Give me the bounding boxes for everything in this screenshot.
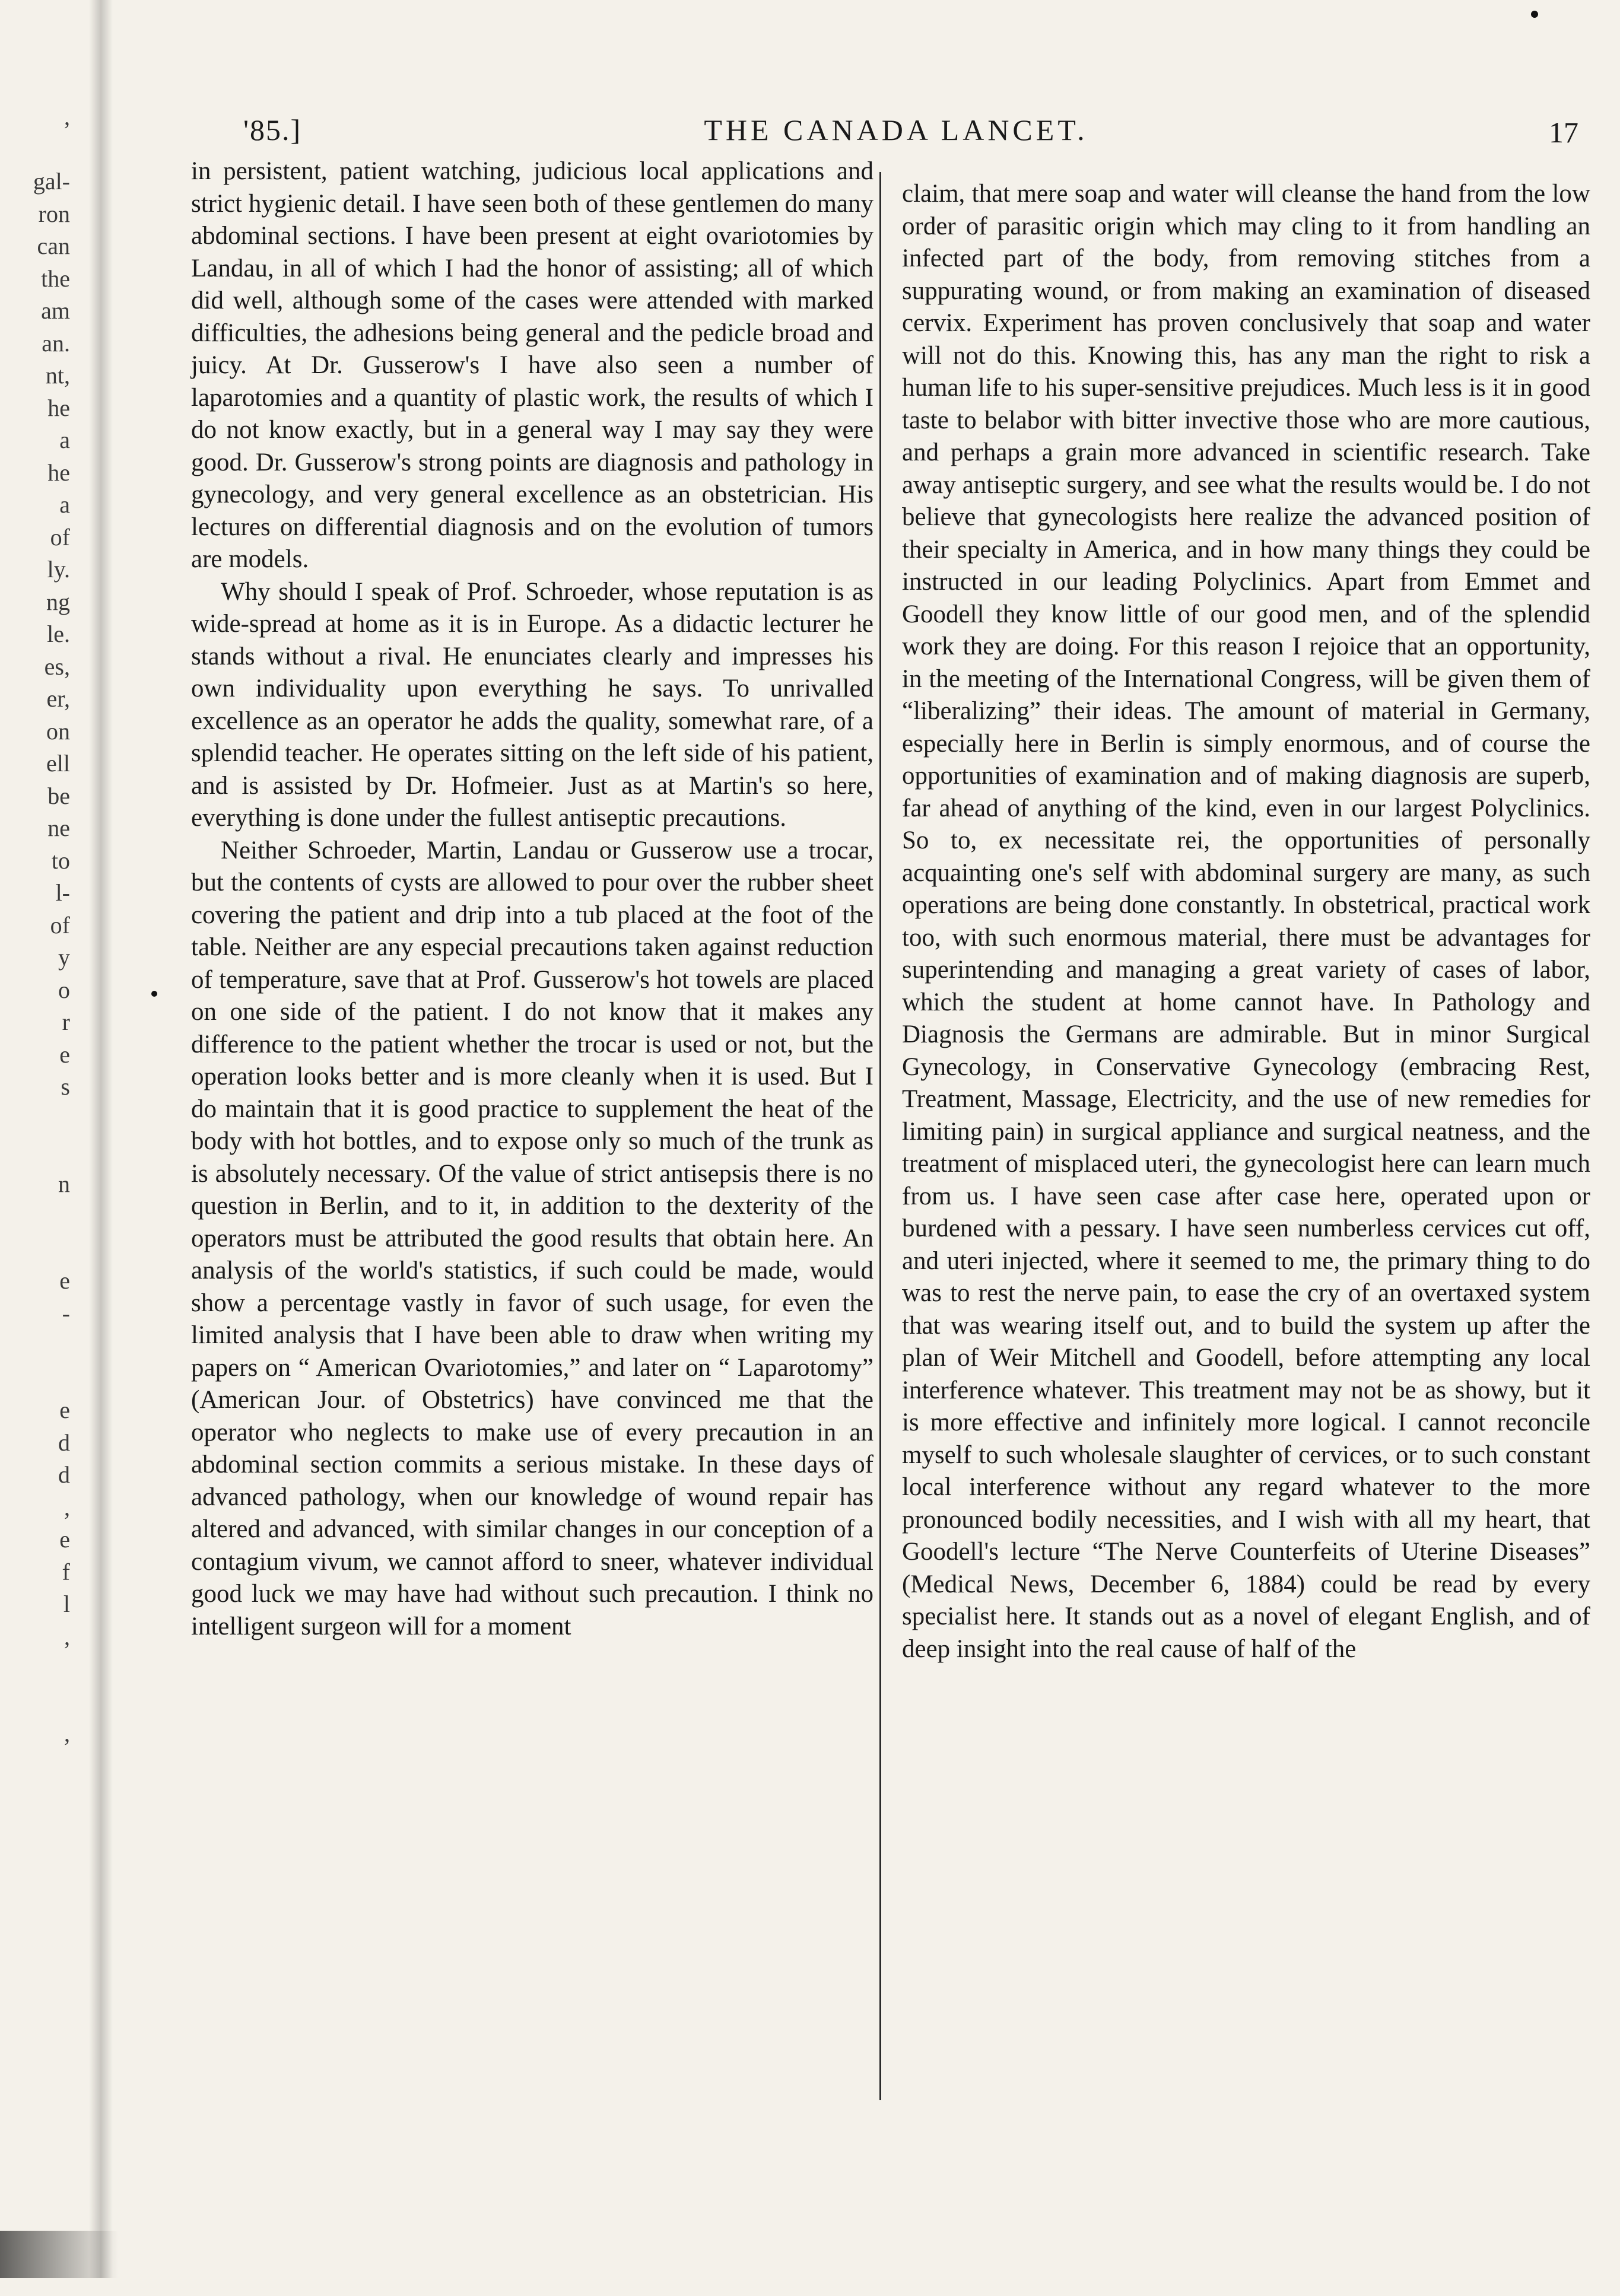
bleed-fragment — [0, 1653, 77, 1686]
bleed-fragment: l — [63, 1591, 70, 1617]
bleed-fragment: s — [61, 1073, 70, 1100]
left-paragraph-1: in persistent, patient watching, judicious local applications and strict hygienic detail. I have seen both of these gentlemen do many abdominal sections. I have been present at eight ovariotomies by Landau, in all of which I had the honor of assisting; all of which did well, although some of the cases were attended with marked difficulties, the adhesions being general and the pedicle broad and juicy. At Dr. Gusserow's I have also seen a number of laparotomies and a quantity of plastic work, the results of which I do not know exactly, but in a general way I may say they were good. Dr. Gusserow's strong points are diagnosis and pathology in gynecology, and very general excellence as an obstetrician. His lectures on differential diagnosis and on the evolution of tumors are models. — [191, 157, 873, 573]
bleed-fragment — [0, 1136, 77, 1168]
bleed-fragment — [0, 1330, 77, 1362]
bleed-fragment: of — [50, 523, 70, 551]
bleed-fragment — [0, 1200, 77, 1233]
bleed-fragment: y — [58, 944, 70, 971]
bleed-fragment: ell — [46, 750, 70, 777]
bleed-fragment — [0, 1233, 77, 1265]
bleed-fragment: gal- — [33, 168, 70, 195]
ink-speck — [1531, 11, 1538, 18]
bleed-fragment: - — [62, 1299, 70, 1327]
bleed-fragment: e — [59, 1397, 70, 1423]
bleed-fragment: he — [47, 459, 70, 486]
bleed-fragment: l- — [55, 879, 70, 906]
bleed-fragment: , — [64, 1720, 70, 1747]
left-column — [191, 155, 873, 1643]
right-paragraph-1: claim, that mere soap and water will cleanse the hand from the low order of parasitic origin which may cling to it from handling an infected part of the body, from removing stitches from a suppurating wound, or from making an examination of diseased cervix. Experiment has proven conclusively that soap and water will not do this. Knowing this, has any man the right to risk a human life to his super-sensitive prejudices. Much less is it in good taste to belabor with bitter invective those who are more cautious, and perhaps a grain more advanced in scientific research. Take away antiseptic surgery, and see what the results would be. I do not believe that gynecologists here realize the advanced position of their specialty in America, and in how many things they could be instructed in our leading Polyclinics. Apart from Emmet and Goodell they know little of our good men, and of the splendid work they are doing. For this reason I rejoice that an opportunity, in the meeting of the International Congress, will be given them of “liberalizing” their ideas. The amount of material in Germany, especially here in Berlin is simply enormous, and of course the opportunities of examination and of making diagnosis are superb, far ahead of anything of the kind, even in our largest Polyclinics. So to, ex necessitate rei, the opportunities of personally acquainting one's self with abdominal surgery are many, as such operations are being done constantly. In obstetrical, practical work too, with such enormous material, there must be advantages for superintending and managing a great variety of cases of labor, which the student at home cannot have. In Pathology and Diagnosis the Germans are admirable. But in minor Surgical Gynecology, in Conservative Gynecology (embracing Rest, Treatment, Massage, Electricity, and the use of new remedies for limiting pain) in surgical appliance and surgical neatness, and the treatment of misplaced uteri, the gynecologist here can learn much from us. I have seen case after case here, operated upon or burdened with a pessary. I have seen numberless cervices cut off, and uteri injected, where it seemed to me, the primary thing to do was to rest the nerve pain, to ease the cry of an overtaxed system that was wearing itself out, and to build the system up after the plan of Weir Mitchell and Goodell, before attempting any local interference whatever. This treatment may not be as showy, but it is more effective and infinitely more logical. I cannot reconcile myself to such wholesale slaughter of cervices, or to such constant local interference without any regard whatever to the more pronounced bodily necessities, and I wish with all my heart, that Goodell's lecture “The Nerve Counterfeits of Uterine Diseases” (Medical News, December 6, 1884) could be read by every specialist here. It stands out as a novel of elegant English, and of deep insight into the real cause of half of the — [902, 180, 1590, 1663]
bleed-fragment: , — [64, 1493, 70, 1521]
left-paragraph-3: Neither Schroeder, Martin, Landau or Gusserow use a trocar, but the contents of cysts are allowed to pour over the rubber sheet covering the patient and drip into a tub placed at the foot of the table. Neither are any especial precautions taken against reduction of temperature, save that at Prof. Gusserow's hot towels are placed on one side of the patient. I do not know that it makes any difference to the patient whether the trocar is used or not, but the operation looks better and is more cleanly when it is used. But I do maintain that it is good practice to supplement the heat of the body with hot bottles, and to expose only so much of the trunk as is absolutely necessary. Of the value of strict antisepsis there is no question in Berlin, and to it, in addition to the dexterity of the operators must be attributed the good results that obtain here. An analysis of the world's statistics, if such could be made, would show a percentage vastly in favor of such usage, for even the limited analysis that I have been able to draw when writing my papers on “ American Ovariotomies,” and later on “ Laparotomy” (American Jour. of Obstetrics) have convinced me that the operator who neglects to make use of every precaution in an abdominal section commits a serious mistake. In these days of advanced pathology, when our knowledge of wound repair has altered and advanced, with similar changes in our conception of a contagium vivum, we cannot afford to sneer, whatever individual good luck we may have had without such precaution. I think no intelligent surgeon will for a moment — [191, 836, 873, 1640]
bleed-fragment: ng — [46, 588, 70, 615]
ink-speck — [151, 991, 157, 997]
bleed-fragment — [0, 1686, 77, 1718]
page-binding-shadow — [89, 0, 113, 2278]
previous-page-bleed — [0, 101, 77, 2296]
bleed-fragment: am — [41, 297, 70, 324]
column-divider — [879, 172, 881, 2100]
bleed-fragment: ne — [47, 815, 70, 841]
bleed-fragment: d — [58, 1461, 70, 1488]
bleed-fragment: he — [47, 394, 70, 421]
bleed-fragment — [0, 1104, 77, 1136]
bleed-fragment: can — [37, 233, 70, 259]
bleed-fragment: an. — [42, 329, 70, 357]
bleed-fragment: a — [59, 427, 70, 453]
bleed-fragment: e — [59, 1526, 70, 1553]
bleed-fragment — [0, 133, 77, 166]
right-column — [902, 178, 1590, 1665]
corner-shadow — [0, 2231, 119, 2278]
bleed-fragment: to — [51, 847, 70, 874]
bleed-fragment: es, — [44, 653, 70, 680]
bleed-fragment: ly. — [47, 556, 70, 583]
bleed-fragment: e — [59, 1041, 70, 1068]
bleed-fragment: le. — [47, 621, 70, 647]
bleed-fragment: nt, — [45, 362, 70, 389]
bleed-fragment: be — [47, 782, 70, 809]
header-year: '85.] — [243, 113, 302, 147]
bleed-fragment: o — [58, 976, 70, 1003]
bleed-fragment: n — [58, 1170, 70, 1197]
journal-title: THE CANADA LANCET. — [704, 113, 1088, 147]
bleed-fragment — [0, 1362, 77, 1395]
running-header — [190, 107, 1602, 160]
page-number: 17 — [1549, 116, 1578, 149]
bleed-fragment: f — [62, 1558, 70, 1585]
bleed-fragment: ron — [38, 200, 70, 227]
bleed-fragment: , — [64, 1623, 70, 1650]
left-paragraph-2: Why should I speak of Prof. Schroeder, whose reputation is as wide-spread at home as it is in Europe. As a didactic lecturer he stands without a rival. He enunciates clearly and impresses his own individuality upon everything he says. To unrivalled excellence as an operator he adds the quality, somewhat rare, of a splendid teacher. He operates sitting on the left side of his patient, and is assisted by Dr. Hofmeier. Just as at Martin's so here, everything is done under the fullest antiseptic precautions. — [191, 577, 873, 832]
bleed-fragment: d — [58, 1429, 70, 1456]
bleed-fragment: a — [59, 491, 70, 518]
bleed-fragment: of — [50, 911, 70, 939]
bleed-fragment: on — [46, 717, 70, 745]
bleed-fragment: , — [64, 103, 70, 130]
bleed-fragment: the — [41, 265, 70, 292]
bleed-fragment: er, — [46, 685, 70, 712]
bleed-fragment: e — [59, 1267, 70, 1294]
bleed-fragment: r — [62, 1009, 70, 1035]
